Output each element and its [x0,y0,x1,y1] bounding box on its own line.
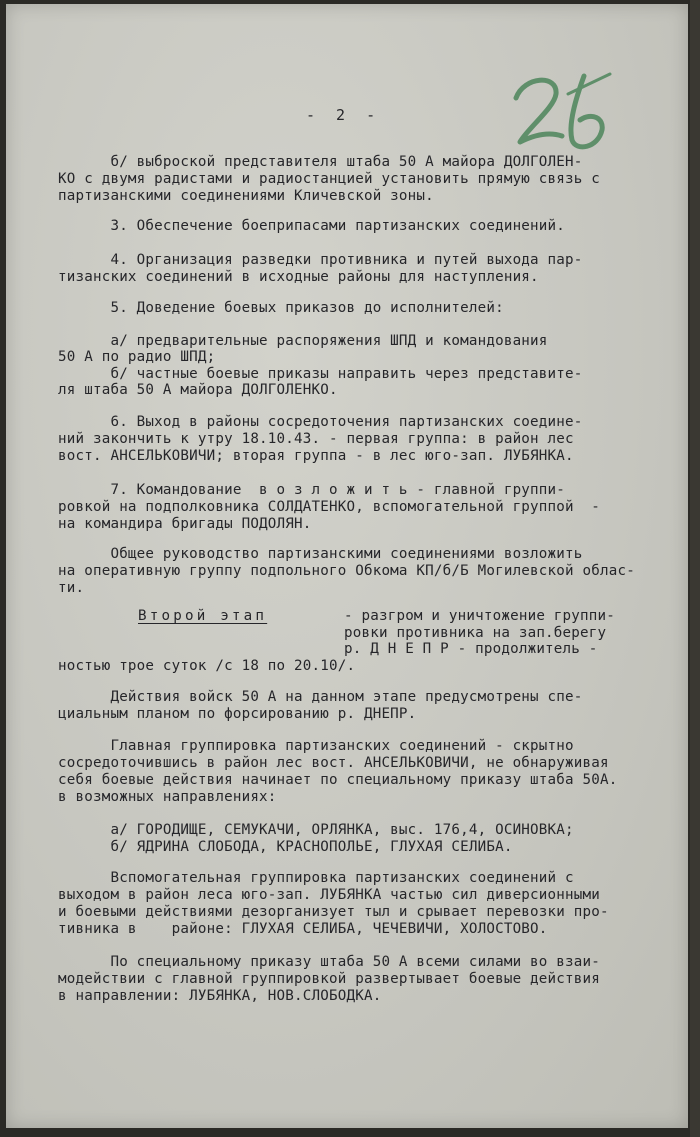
text-line: ностью трое суток /с 18 по 20.10/. [58,658,356,674]
text-line: б/ ЯДРИНА СЛОБОДА, КРАСНОПОЛЬЕ, ГЛУХАЯ СЕЛИБА. [58,839,513,855]
text-line: ний закончить к утру 18.10.43. - первая группа: в район лес [58,431,574,447]
text-line: партизанскими соединениями Кличевской зоны. [58,188,434,204]
text-line: циальным планом по форсированию р. ДНЕПР. [58,706,417,722]
text-line: на командира бригады ПОДОЛЯН. [58,516,312,532]
text-line: тивника в районе: ГЛУХАЯ СЕЛИБА, ЧЕЧЕВИЧИ, ХОЛОСТОВО. [58,921,548,937]
text-line: КО с двумя радистами и радиостанцией установить прямую связь с [58,171,600,187]
scan-edge [690,0,700,1137]
text-line: и боевыми действиями дезорганизует тыл и срывает перевозки про- [58,904,609,920]
text-line: 3. Обеспечение боеприпасами партизанских соединений. [58,218,566,234]
text-line: на оперативную группу подпольного Обкома КП/б/Б Могилевской облас- [58,563,635,579]
text-line: в направлении: ЛУБЯНКА, НОВ.СЛОБОДКА. [58,988,382,1004]
handwritten-archive-number [506,68,616,158]
text-line: б/ частные боевые приказы направить через представите- [58,366,583,382]
text-line: 6. Выход в районы сосредоточения партизанских соедине- [58,414,583,430]
text-line: ровкой на подполковника СОЛДАТЕНКО, вспомогательной группой - [58,499,600,515]
text-line: р. Д Н Е П Р - продолжитель - [344,641,598,657]
text-line: тизанских соединений в исходные районы для наступления. [58,269,539,285]
text-line: Действия войск 50 А на данном этапе предусмотрены спе- [58,689,583,705]
document-page [6,4,688,1128]
text-line: 4. Организация разведки противника и путей выхода пар- [58,252,583,268]
text-line: ля штаба 50 А майора ДОЛГОЛЕНКО. [58,382,338,398]
text-line: Главная группировка партизанских соединений - скрытно [58,738,574,754]
text-line: - разгром и уничтожение группи- [344,608,615,624]
text-line: ти. [58,580,85,596]
page-number: - 2 - [306,106,382,124]
text-line: б/ выброской представителя штаба 50 А майора ДОЛГОЛЕН- [58,154,583,170]
text-line: в возможных направлениях: [58,789,277,805]
text-line: а/ ГОРОДИЩЕ, СЕМУКАЧИ, ОРЛЯНКА, выс. 176,4, ОСИНОВКА; [58,822,574,838]
text-line: ровки противника на зап.берегу [344,625,607,641]
text-line: Вспомогательная группировка партизанских соединений с [58,870,574,886]
text-line: 7. Командование в о з л о ж и т ь - главной группи- [58,482,566,498]
text-line: 5. Доведение боевых приказов до исполнителей: [58,300,504,316]
text-line: а/ предварительные распоряжения ШПД и командования [58,333,548,349]
text-line: модействии с главной группировкой развертывает боевые действия [58,971,600,987]
text-line: 50 А по радио ШПД; [58,349,216,365]
text-line: себя боевые действия начинает по специальному приказу штаба 50А. [58,772,618,788]
text-line: вост. АНСЕЛЬКОВИЧИ; вторая группа - в лес юго-зап. ЛУБЯНКА. [58,448,574,464]
text-line: сосредоточившись в район лес вост. АНСЕЛЬКОВИЧИ, не обнаруживая [58,755,609,771]
text-line: По специальному приказу штаба 50 А всеми силами во взаи- [58,954,600,970]
text-line: Второй этап [138,608,268,624]
text-line: выходом в район леса юго-зап. ЛУБЯНКА частью сил диверсионными [58,887,600,903]
text-line: Общее руководство партизанскими соединениями возложить [58,546,583,562]
